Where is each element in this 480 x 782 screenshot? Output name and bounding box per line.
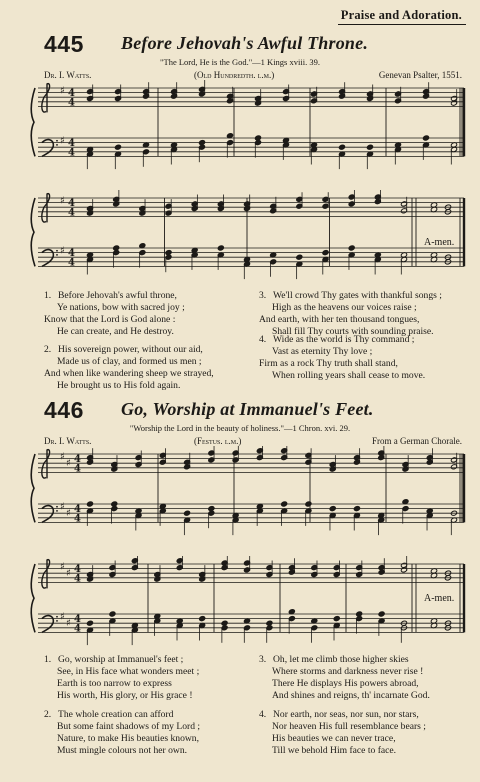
verse-line: Made us of clay, and formed us men ; (57, 356, 202, 367)
verse-line: He brought us to His fold again. (57, 380, 181, 391)
bass-clef-dot (56, 510, 58, 512)
notehead (87, 501, 94, 507)
notehead (266, 620, 273, 626)
notehead (199, 616, 206, 622)
verse-line: When rolling years shall cease to move. (272, 370, 426, 381)
verse-line: And earth, with her ten thousand tongues, (259, 314, 420, 325)
section-title: Praise and Adoration. (340, 8, 462, 22)
notehead (221, 620, 228, 626)
verse-line: Must mingle colours not her own. (57, 745, 188, 756)
notehead (255, 135, 262, 141)
notehead (281, 501, 288, 507)
verse-line: His sovereign power, without our aid, (58, 344, 203, 355)
bass-clef-dot (56, 144, 58, 146)
music-score (0, 190, 480, 290)
sharp-sign: ♯ (60, 611, 65, 623)
hymn-author: Dr. I. Watts. (44, 70, 92, 80)
bass-clef-dot (56, 254, 58, 256)
notehead (322, 250, 329, 256)
sharp-sign: ♯ (60, 501, 65, 513)
notehead (423, 135, 430, 141)
notehead (113, 245, 120, 251)
bass-clef-dot (56, 506, 58, 508)
verse (259, 290, 464, 338)
bass-clef-dot (56, 250, 58, 252)
brace (31, 564, 35, 632)
time-signature: 4 (68, 88, 75, 100)
bass-clef-icon (42, 616, 53, 633)
time-signature: 4 (68, 248, 75, 260)
bass-clef-icon (42, 506, 53, 523)
verse-line: Firm as a rock Thy truth shall stand, (259, 358, 398, 369)
notehead (165, 250, 172, 256)
time-signature: 4 (74, 504, 81, 516)
hymn-title: Before Jehovah's Awful Throne. (121, 33, 369, 53)
bass-clef-icon (42, 250, 53, 267)
page-header (0, 0, 480, 30)
hymn-author: Dr. I. Watts. (44, 436, 92, 446)
verse-number: 4. (259, 709, 267, 720)
notehead (296, 254, 303, 260)
sharp-sign: ♯ (66, 618, 71, 630)
bass-clef-dot (56, 140, 58, 142)
hymn-title: Go, Worship at Immanuel's Feet. (121, 399, 374, 419)
verse-line: Earth is too narrow to express (57, 678, 172, 689)
verse-line: The whole creation can afford (58, 709, 174, 720)
brace (31, 88, 35, 156)
verse-line: He can create, and He destroy. (57, 326, 174, 337)
notehead (305, 501, 312, 507)
notehead (208, 506, 215, 512)
verse-line: Nor earth, nor seas, nor sun, nor stars, (273, 709, 419, 720)
hymn-number: 446 (44, 397, 84, 423)
notehead (378, 611, 385, 617)
music-system-445-2 (0, 190, 480, 290)
verse-line: Ye nations, bow with sacred joy ; (57, 302, 185, 313)
notehead (111, 501, 118, 507)
amen-label: A-men. (424, 237, 455, 248)
notehead (367, 144, 374, 150)
verse (44, 290, 249, 338)
sharp-sign: ♯ (60, 561, 65, 573)
verse-line: Nature, to make His beauties known, (57, 733, 200, 744)
time-signature: 4 (74, 623, 81, 635)
verse-number: 3. (259, 654, 267, 665)
verse-number: 4. (259, 334, 267, 345)
verse-line: Nor heaven His full resemblance bears ; (272, 721, 426, 732)
verse-line: There He displays His powers abroad, (272, 678, 419, 689)
sharp-sign: ♯ (66, 508, 71, 520)
notehead (329, 506, 336, 512)
verse-line: Vast as eternity Thy love ; (272, 346, 373, 357)
time-signature: 4 (74, 463, 81, 475)
time-signature: 4 (68, 207, 75, 219)
verse-line: And shines and reigns, th' incarnate God. (272, 690, 430, 701)
notehead (217, 245, 224, 251)
verse-line: See, in His face what wonders meet ; (57, 666, 200, 677)
time-signature: 4 (68, 198, 75, 210)
verse-number: 3. (259, 290, 267, 301)
notehead (348, 245, 355, 251)
notehead (115, 144, 122, 150)
bass-clef-dot (56, 616, 58, 618)
time-signature: 4 (68, 138, 75, 150)
verse-line: Oh, let me climb those higher skies (273, 654, 409, 665)
time-signature: 4 (68, 97, 75, 109)
hymn-source: Genevan Psalter, 1551. (378, 70, 462, 80)
hymn-quote: "Worship the Lord in the beauty of holiness."—1 Chron. xvi. 29. (129, 423, 351, 433)
header-rule (338, 24, 466, 25)
verse-number: 2. (44, 709, 52, 720)
brace (31, 198, 35, 266)
verse-line: Before Jehovah's awful throne, (58, 290, 177, 301)
notehead (87, 620, 94, 626)
music-score (0, 80, 480, 180)
verse (259, 654, 464, 702)
verse-line: Know that the Lord is God alone : (44, 314, 176, 325)
verse (44, 709, 249, 757)
verse (259, 709, 464, 757)
music-score (0, 446, 480, 546)
verse-line: But some faint shadows of my Lord ; (57, 721, 201, 732)
hymn-number: 445 (44, 31, 84, 57)
amen-label: A-men. (424, 593, 455, 604)
verse-line: Go, worship at Immanuel's feet ; (58, 654, 184, 665)
verse-line: We'll crowd Thy gates with thankful songs ; (273, 290, 442, 301)
hymn-quote: "The Lord, He is the God."—1 Kings xviii. 39. (160, 57, 320, 67)
notehead (353, 506, 360, 512)
bass-clef-icon (42, 140, 53, 157)
sharp-sign: ♯ (66, 458, 71, 470)
notehead (199, 140, 206, 146)
verse-line: Shall fill Thy courts with sounding praise. (272, 326, 434, 337)
sharp-sign: ♯ (60, 195, 65, 207)
bass-clef-dot (56, 620, 58, 622)
time-signature: 4 (74, 573, 81, 585)
sharp-sign: ♯ (60, 85, 65, 97)
sharp-sign: ♯ (60, 451, 65, 463)
time-signature: 4 (74, 564, 81, 576)
verse (44, 344, 249, 392)
notehead (184, 510, 191, 516)
verse-line: Till we behold Him face to face. (272, 745, 397, 756)
time-signature: 4 (74, 513, 81, 525)
time-signature: 4 (74, 454, 81, 466)
verse-number: 1. (44, 290, 52, 301)
brace (31, 454, 35, 522)
verse (259, 334, 464, 382)
notehead (356, 611, 363, 617)
verse-line: And when like wandering sheep we strayed, (44, 368, 214, 379)
verse-line: His beauties we can never trace, (272, 733, 396, 744)
hymn-tune: (Old Hundredth. l.m.) (194, 70, 275, 80)
notehead (339, 144, 346, 150)
music-system-445-1 (0, 80, 480, 180)
notehead (333, 616, 340, 622)
music-system-446-2 (0, 556, 480, 656)
verse (44, 654, 249, 702)
hymn-source: From a German Chorale. (372, 436, 462, 446)
verse-line: High as the heavens our voices raise ; (272, 302, 417, 313)
verse-line: Where storms and darkness never rise ! (272, 666, 424, 677)
time-signature: 4 (68, 147, 75, 159)
verse-line: Wide as the world is Thy command ; (273, 334, 415, 345)
sharp-sign: ♯ (66, 568, 71, 580)
time-signature: 4 (68, 257, 75, 269)
verse-number: 2. (44, 344, 52, 355)
sharp-sign: ♯ (60, 135, 65, 147)
notehead (109, 611, 116, 617)
verse-line: His worth, His glory, or His grace ! (57, 690, 193, 701)
verse-number: 1. (44, 654, 52, 665)
hymn-tune: (Festus. l.m.) (194, 436, 242, 446)
music-system-446-1 (0, 446, 480, 546)
time-signature: 4 (74, 614, 81, 626)
music-score (0, 556, 480, 656)
sharp-sign: ♯ (60, 245, 65, 257)
